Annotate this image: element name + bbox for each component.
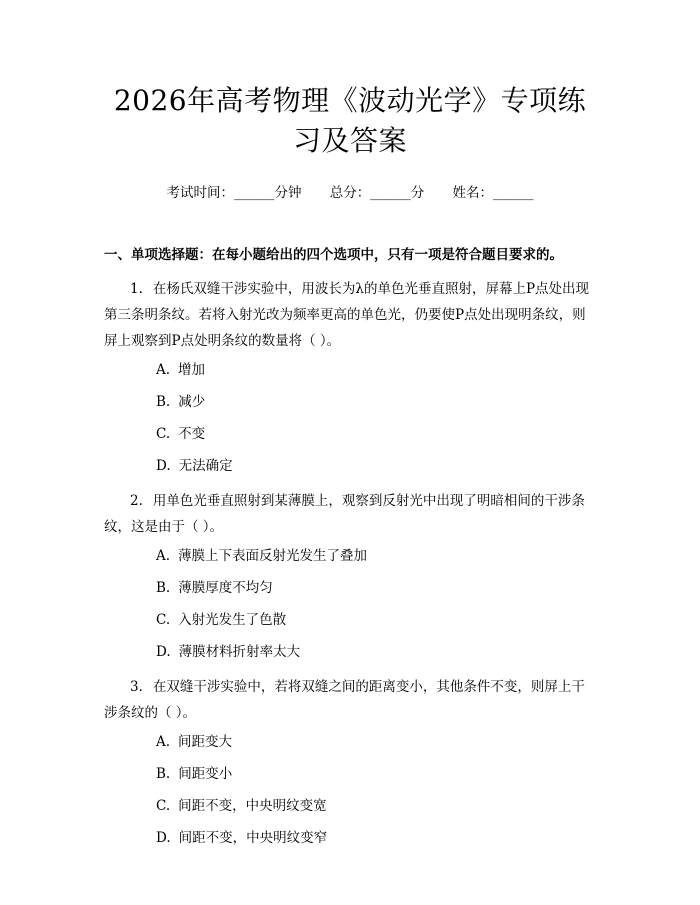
option-text: 间距不变，中央明纹变宽 — [178, 798, 327, 814]
option-text: 薄膜厚度不均匀 — [178, 580, 273, 596]
option-text: 增加 — [178, 362, 206, 378]
option-letter: C. — [156, 426, 171, 442]
option-item — [156, 424, 596, 444]
question-number: 3. — [130, 679, 143, 695]
question-number: 1. — [130, 281, 143, 297]
option-letter: A. — [156, 734, 171, 750]
option-item — [156, 360, 596, 380]
option-text: 薄膜上下表面反射光发生了叠加 — [178, 548, 368, 564]
option-item — [156, 796, 596, 816]
option-item — [156, 610, 596, 630]
section-heading: 一、单项选择题：在每小题给出的四个选项中，只有一项是符合题目要求的。 — [104, 247, 563, 263]
option-item — [156, 642, 596, 662]
total-score-field: 总分：______分 — [329, 185, 425, 201]
question-3-options — [104, 732, 596, 848]
page-title: 2026年高考物理《波动光学》专项练习及答案 — [113, 84, 587, 157]
option-text: 薄膜材料折射率太大 — [178, 644, 301, 660]
option-item — [156, 732, 596, 752]
question-2-options — [104, 546, 596, 662]
exam-time-field: 考试时间：______分钟 — [166, 185, 302, 201]
question-text: 在杨氏双缝干涉实验中，用波长为λ的单色光垂直照射，屏幕上P点处出现第三条明条纹。若将入射光改为频率更高的单色光，仍要使P点处出现明条纹，则屏上观察到P点处明条纹的数量将（ ）。 — [104, 281, 590, 349]
option-item — [156, 764, 596, 784]
option-letter: D. — [156, 644, 171, 660]
name-field: 姓名：______ — [452, 185, 534, 201]
option-letter: D. — [156, 458, 171, 474]
question-text: 用单色光垂直照射到某薄膜上，观察到反射光中出现了明暗相间的干涉条纹，这是由于（ ）。 — [104, 493, 585, 535]
question-1 — [104, 276, 596, 354]
option-item — [156, 828, 596, 848]
option-letter: B. — [156, 766, 171, 782]
option-text: 不变 — [178, 426, 206, 442]
option-letter: C. — [156, 612, 171, 628]
option-letter: C. — [156, 798, 171, 814]
question-3 — [104, 674, 596, 726]
option-text: 间距变大 — [178, 734, 233, 750]
option-letter: A. — [156, 362, 171, 378]
option-letter: B. — [156, 394, 171, 410]
option-item — [156, 392, 596, 412]
question-2 — [104, 488, 596, 540]
question-number: 2. — [130, 493, 143, 509]
option-text: 无法确定 — [178, 458, 233, 474]
option-item — [156, 546, 596, 566]
exam-meta — [104, 183, 596, 203]
option-letter: D. — [156, 830, 171, 846]
option-letter: A. — [156, 548, 171, 564]
option-text: 减少 — [178, 394, 206, 410]
option-text: 间距不变，中央明纹变窄 — [178, 830, 328, 846]
option-letter: B. — [156, 580, 171, 596]
option-text: 入射光发生了色散 — [178, 612, 287, 628]
option-item — [156, 578, 596, 598]
question-text: 在双缝干涉实验中，若将双缝之间的距离变小，其他条件不变，则屏上干涉条纹的（ ）。 — [104, 679, 585, 721]
option-text: 间距变小 — [178, 766, 233, 782]
question-1-options — [104, 360, 596, 476]
option-item — [156, 456, 596, 476]
